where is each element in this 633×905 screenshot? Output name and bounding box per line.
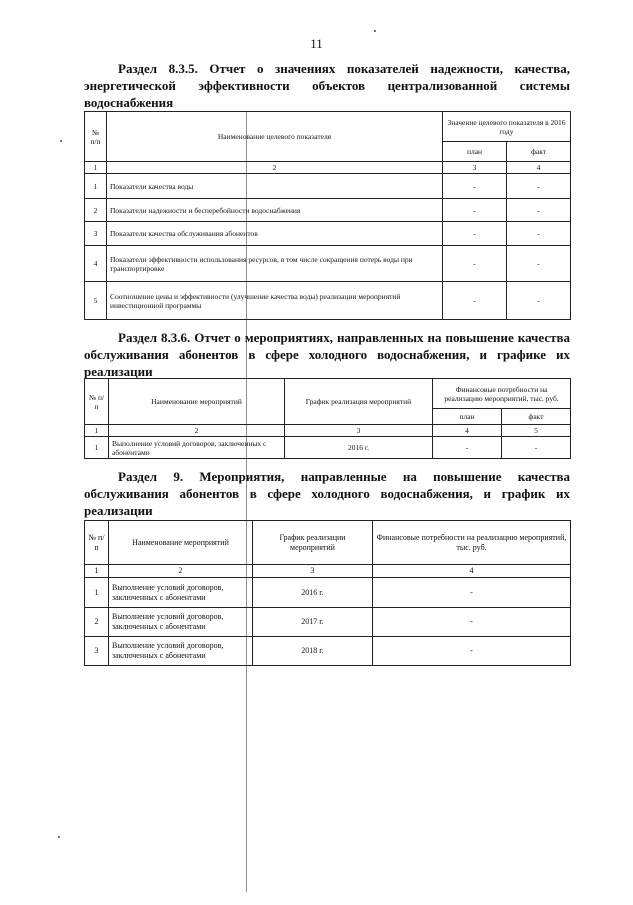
row-schedule: 2016 г. — [285, 437, 433, 459]
page-number: 11 — [310, 36, 323, 51]
column-number: 2 — [107, 162, 443, 174]
row-name: Выполнение условий договоров, заключенных с абонентами — [109, 578, 253, 608]
row-num: 1 — [85, 174, 107, 199]
table-row — [85, 282, 571, 320]
column-number: 3 — [253, 565, 373, 578]
section-836-heading: Раздел 8.3.6. Отчет о мероприятиях, направленных на повышение качества обслуживания абонентов в сфере холодного водоснабжения, и графике их реализации — [84, 330, 570, 379]
row-name: Выполнение условий договоров, заключенных с абонентами — [109, 608, 253, 637]
header-plan: план — [433, 409, 502, 425]
section-9-heading: Раздел 9. Мероприятия, направленные на повышение качества обслуживания абонентов в сфере холодного водоснабжения, и график их реализации — [84, 469, 570, 518]
header-finance-group: Финансовые потребности на реализацию мероприятий, тыс. руб. — [433, 379, 571, 409]
column-number: 2 — [109, 425, 285, 437]
scan-speck — [58, 836, 60, 838]
row-schedule: 2018 г. — [253, 637, 373, 666]
row-fact: - — [507, 199, 571, 222]
row-schedule: 2017 г. — [253, 608, 373, 637]
column-number-row — [85, 565, 571, 578]
row-name: Показатели качества воды — [107, 174, 443, 199]
header-plan: план — [443, 142, 507, 162]
table-row — [85, 608, 571, 637]
row-num: 1 — [85, 578, 109, 608]
row-finance: - — [373, 608, 571, 637]
table-row — [85, 246, 571, 282]
row-num: 2 — [85, 199, 107, 222]
row-num: 1 — [85, 437, 109, 459]
header-name: Наименование мероприятий — [109, 521, 253, 565]
row-finance: - — [373, 637, 571, 666]
row-name: Выполнение условий договоров, заключенных с абонентами — [109, 637, 253, 666]
row-num: 4 — [85, 246, 107, 282]
header-value-group: Значение целевого показателя в 2016 году — [443, 112, 571, 142]
scan-speck — [60, 140, 62, 142]
column-number-row — [85, 162, 571, 174]
row-num: 3 — [85, 222, 107, 246]
row-fact: - — [507, 282, 571, 320]
row-fact: - — [507, 222, 571, 246]
row-fact: - — [502, 437, 571, 459]
header-finance: Финансовые потребности на реализацию мероприятий, тыс. руб. — [373, 521, 571, 565]
header-schedule: График реализации мероприятий — [253, 521, 373, 565]
row-finance: - — [373, 578, 571, 608]
row-num: 3 — [85, 637, 109, 666]
row-num: 2 — [85, 608, 109, 637]
table-row — [85, 222, 571, 246]
table-row — [85, 637, 571, 666]
header-schedule: График реализация мероприятий — [285, 379, 433, 425]
row-fact: - — [507, 246, 571, 282]
row-plan: - — [443, 199, 507, 222]
row-num: 5 — [85, 282, 107, 320]
section-836-table — [84, 378, 571, 459]
column-number: 4 — [373, 565, 571, 578]
header-fact: факт — [507, 142, 571, 162]
header-name: Наименование целевого показателя — [107, 112, 443, 162]
column-number-row — [85, 425, 571, 437]
row-schedule: 2016 г. — [253, 578, 373, 608]
column-number: 5 — [502, 425, 571, 437]
table-row — [85, 199, 571, 222]
scan-speck — [374, 30, 376, 32]
header-num: № п/п — [85, 521, 109, 565]
column-number: 2 — [109, 565, 253, 578]
column-number: 1 — [85, 162, 107, 174]
section-835-heading: Раздел 8.3.5. Отчет о значениях показателей надежности, качества, энергетической эффективности объектов централизованной системы водоснабжения — [84, 61, 570, 110]
section-835-table — [84, 111, 571, 320]
row-plan: - — [443, 174, 507, 199]
section-9-table — [84, 520, 571, 666]
row-plan: - — [433, 437, 502, 459]
row-plan: - — [443, 246, 507, 282]
column-number: 1 — [85, 425, 109, 437]
column-number: 4 — [433, 425, 502, 437]
row-name: Показатели надежности и бесперебойности водоснабжения — [107, 199, 443, 222]
header-num: № п/п — [85, 112, 107, 162]
row-name: Показатели эффективности использования ресурсов, в том числе сокращения потерь воды при транспортировке — [107, 246, 443, 282]
column-number: 3 — [285, 425, 433, 437]
header-fact: факт — [502, 409, 571, 425]
table-row — [85, 437, 571, 459]
table-row — [85, 578, 571, 608]
row-name: Соотношение цены и эффективности (улучшение качества воды) реализации мероприятий инвестиционной программы — [107, 282, 443, 320]
header-name: Наименование мероприятий — [109, 379, 285, 425]
row-plan: - — [443, 282, 507, 320]
column-number: 3 — [443, 162, 507, 174]
table-row — [85, 174, 571, 199]
column-number: 4 — [507, 162, 571, 174]
row-name: Выполнение условий договоров, заключенных с абонентами — [109, 437, 285, 459]
row-name: Показатели качества обслуживания абонентов — [107, 222, 443, 246]
column-number: 1 — [85, 565, 109, 578]
header-num: № п/п — [85, 379, 109, 425]
row-fact: - — [507, 174, 571, 199]
row-plan: - — [443, 222, 507, 246]
